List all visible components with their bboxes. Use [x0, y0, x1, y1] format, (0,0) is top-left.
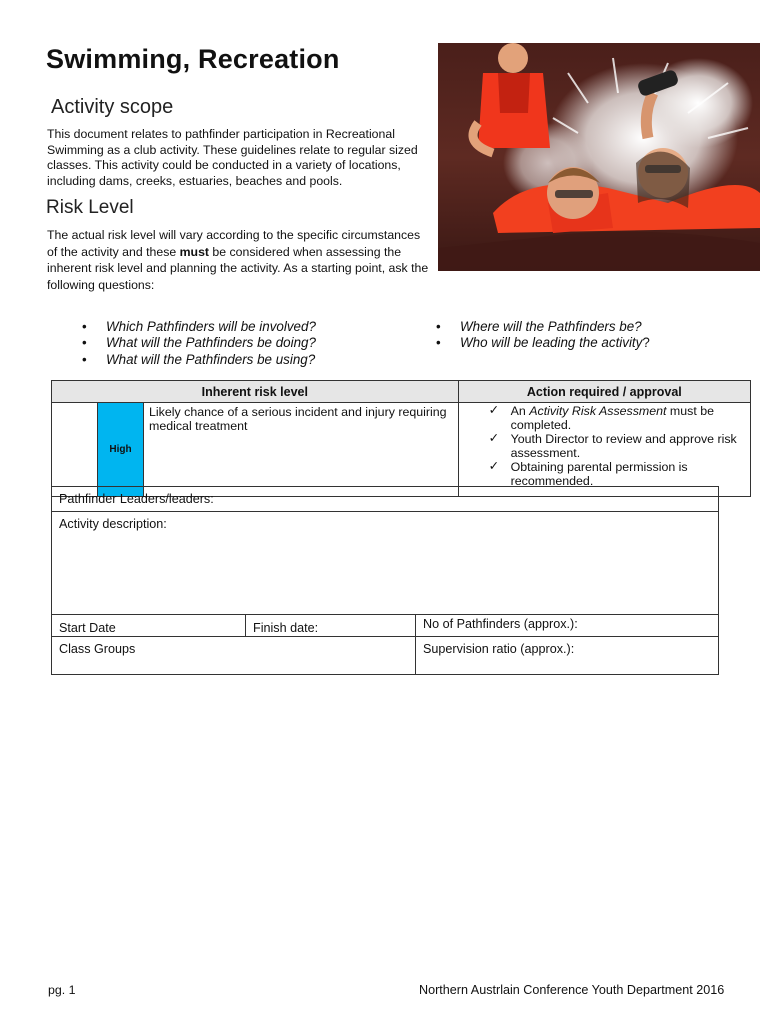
action-item: ✓ Youth Director to review and approve risk assessment. [488, 431, 737, 460]
question-item: • Which Pathfinders will be involved? [82, 319, 316, 335]
supervision-ratio-field[interactable]: Supervision ratio (approx.): [416, 637, 719, 675]
footer-organization: Northern Austrlain Conference Youth Department 2016 [419, 983, 725, 997]
question-item: • Who will be leading the activity? [436, 335, 650, 351]
checkmark-icon: ✓ [488, 459, 500, 473]
leaders-field[interactable]: Pathfinder Leaders/leaders: [52, 487, 719, 512]
checkmark-icon: ✓ [488, 403, 500, 417]
activity-scope-heading: Activity scope [51, 96, 174, 118]
risk-level-column-header: Inherent risk level [52, 381, 459, 403]
class-groups-field[interactable]: Class Groups [52, 637, 416, 675]
question-item: • What will the Pathfinders be doing? [82, 335, 316, 351]
action-column-header: Action required / approval [458, 381, 750, 403]
risk-level-text: The actual risk level will vary according to the specific circumstances of the activity and these must be considered when assessing the inherent risk level and planning the activity. As a starting point, ask the following questions: [47, 228, 429, 292]
action-list-cell [458, 403, 750, 497]
start-date-field[interactable]: Start Date [52, 615, 246, 637]
page-title: Swimming, Recreation [46, 44, 340, 74]
pathfinder-count-field[interactable]: No of Pathfinders (approx.): [416, 615, 719, 637]
activity-description-field[interactable]: Activity description: [52, 512, 719, 615]
risk-description: Likely chance of a serious incident and injury requiring medical treatment [144, 403, 459, 497]
question-item: • What will the Pathfinders be using? [82, 352, 316, 368]
action-item: ✓ Obtaining parental permission is recommended. [488, 459, 688, 488]
high-risk-badge: High [98, 403, 144, 497]
checkmark-icon: ✓ [488, 431, 500, 445]
finish-date-field[interactable]: Finish date: [246, 615, 416, 637]
risk-table [51, 380, 751, 497]
swimming-photo [438, 43, 760, 271]
activity-scope-text: This document relates to pathfinder participation in Recreational Swimming as a club activity. These guidelines relate to regular sized classes. This activity could be conducted in a variety of locations, including dams, creeks, estuaries, beaches and pools. [47, 127, 418, 188]
blank-cell [52, 403, 98, 497]
page-number: pg. 1 [48, 983, 76, 997]
questions-left-list [82, 319, 316, 368]
activity-form [51, 486, 719, 675]
risk-level-heading: Risk Level [46, 197, 134, 218]
questions-right-list [436, 319, 650, 352]
question-item: • Where will the Pathfinders be? [436, 319, 650, 335]
action-item: ✓ An Activity Risk Assessment must be completed. [488, 403, 715, 432]
